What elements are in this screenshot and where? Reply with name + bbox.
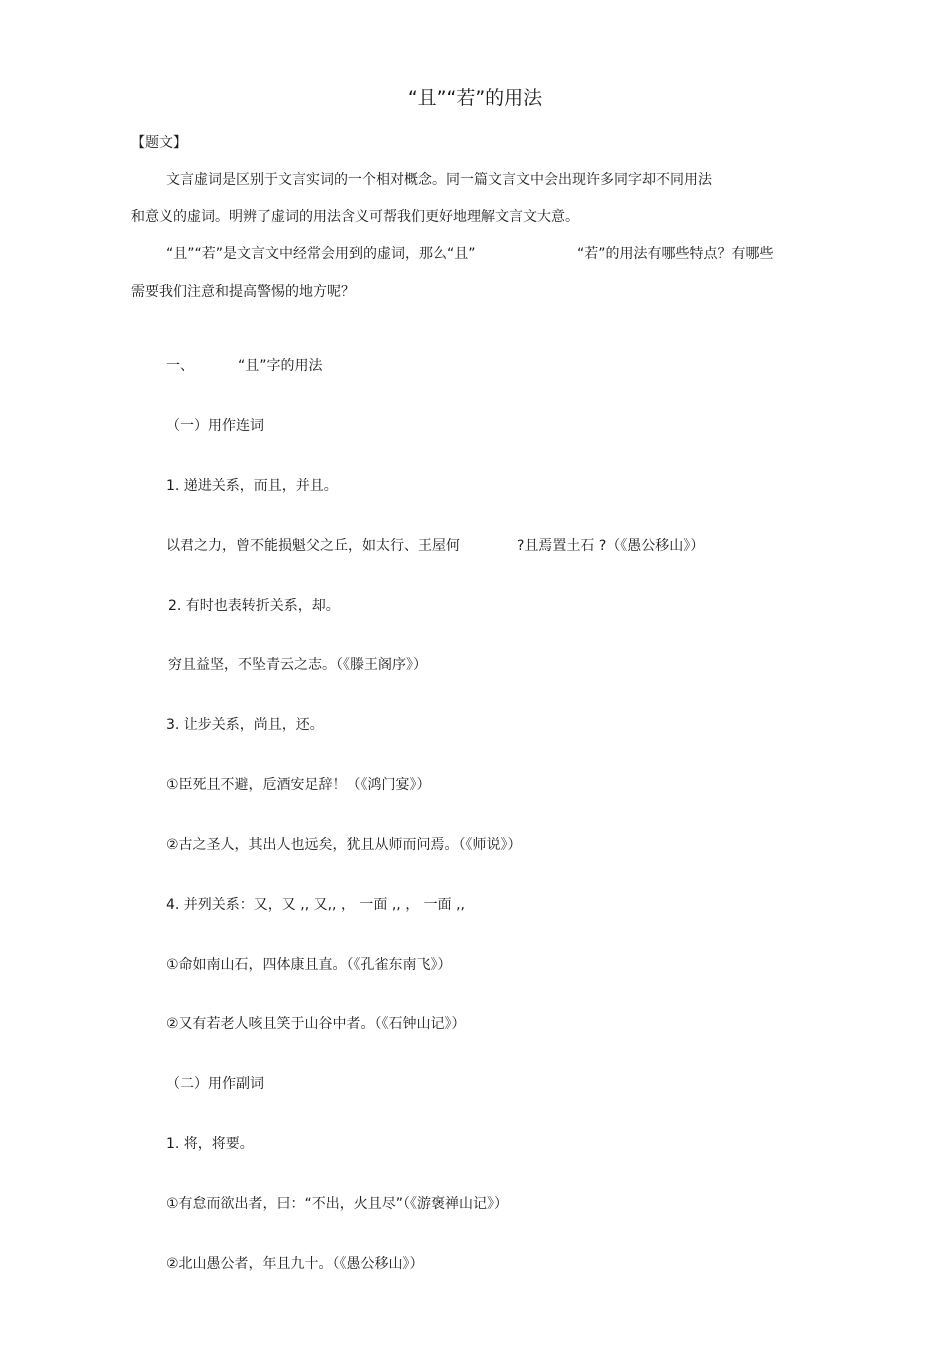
heading-1-number: 一、 <box>166 358 194 374</box>
item-future: 1. 将，将要。 <box>166 1136 254 1152</box>
section-label: 【题文】 <box>131 135 187 151</box>
example-progressive-a: 以君之力，曾不能损魁父之丘，如太行、王屋何 <box>166 538 460 554</box>
item-concessive: 3. 让步关系，尚且，还。 <box>166 717 324 733</box>
example-concessive-b: ②古之圣人，其出人也远矣，犹且从师而问焉。（《师说》） <box>166 837 522 853</box>
example-adversative: 穷且益坚，不坠青云之志。（《滕王阁序》） <box>168 657 427 673</box>
subheading-conjunction: （一）用作连词 <box>166 418 264 434</box>
intro-line-4: 需要我们注意和提高警惕的地方呢？ <box>131 284 355 300</box>
example-future-a: ①有怠而欲出者，曰：“不出，火且尽”（《游褒禅山记》） <box>166 1196 509 1212</box>
intro-line-1: 文言虚词是区别于文言实词的一个相对概念。同一篇文言文中会出现许多同字却不同用法 <box>166 172 712 188</box>
intro-line-2: 和意义的虚词。明辨了虚词的用法含义可帮我们更好地理解文言文大意。 <box>131 209 579 225</box>
item-adversative: 2. 有时也表转折关系，却。 <box>168 598 340 614</box>
example-coordinate-a: ①命如南山石，四体康且直。（《孔雀东南飞》） <box>166 957 452 973</box>
example-concessive-a: ①臣死且不避，卮酒安足辞！（《鸿门宴》） <box>166 777 431 793</box>
example-progressive-b: ?且焉置土石 ?（《愚公移山》） <box>517 538 705 554</box>
document-title: “且”“若”的用法 <box>407 87 543 109</box>
heading-1-text: “且”字的用法 <box>238 358 323 374</box>
intro-line-3b: “若”的用法有哪些特点？有哪些 <box>577 246 774 262</box>
item-coordinate: 4. 并列关系：又，又 ,, 又,, ， 一面 ,, ， 一面 ,, <box>166 897 466 913</box>
intro-line-3a: “且”“若”是文言文中经常会用到的虚词，那么“且” <box>166 246 476 262</box>
example-coordinate-b: ②又有若老人咳且笑于山谷中者。（《石钟山记》） <box>166 1016 466 1032</box>
subheading-adverb: （二）用作副词 <box>166 1076 264 1092</box>
item-progressive: 1. 递进关系，而且，并且。 <box>166 478 338 494</box>
example-future-b: ②北山愚公者，年且九十。（《愚公移山》） <box>166 1256 424 1272</box>
